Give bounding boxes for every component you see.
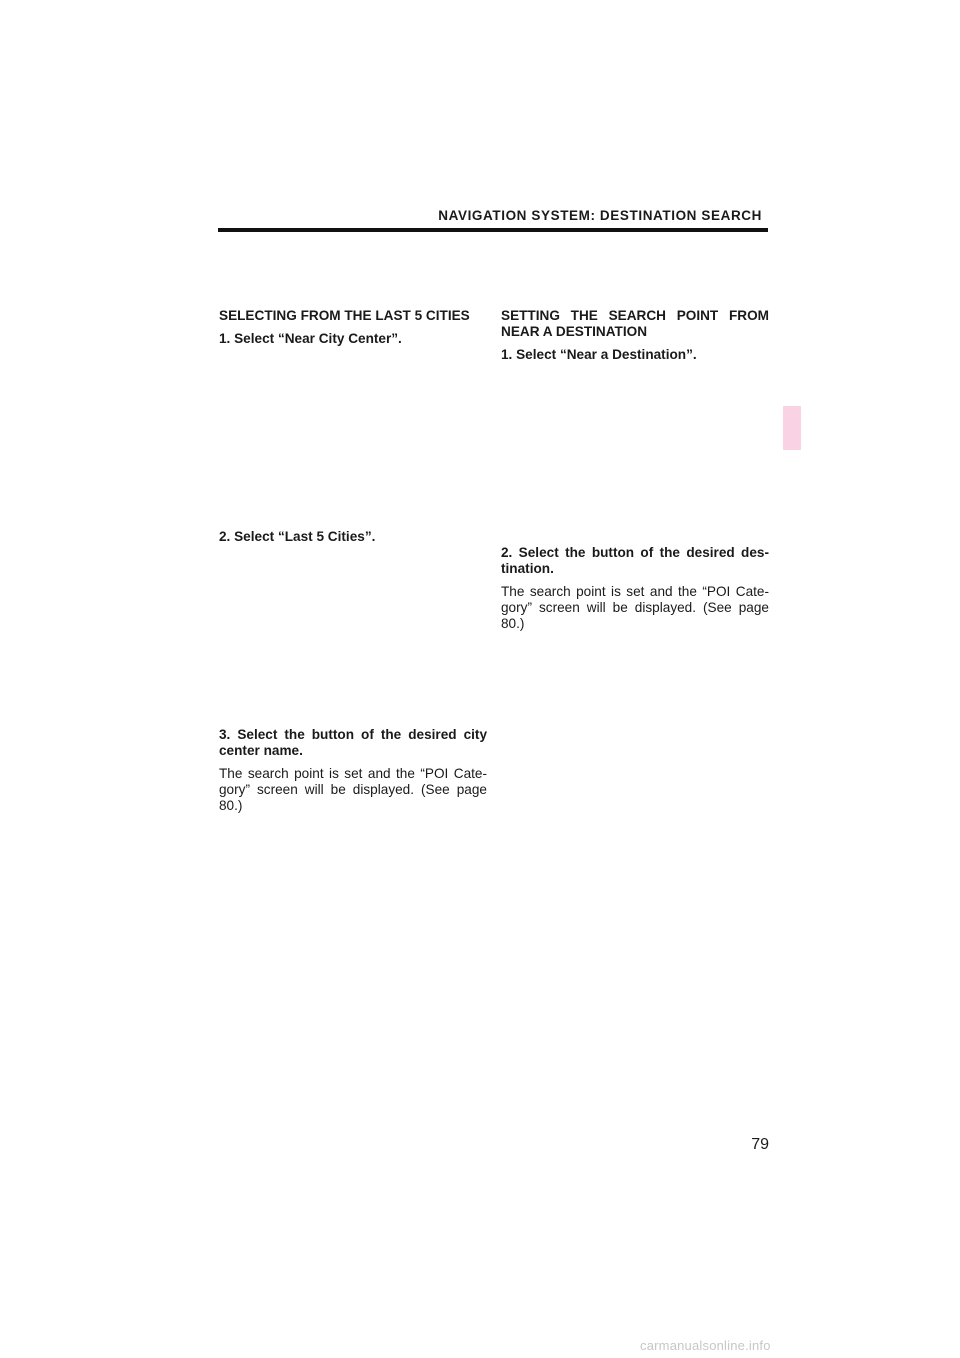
left-step-3-line-1: 3. Select the button of the desired city xyxy=(219,727,487,742)
left-body-text xyxy=(219,766,487,814)
left-body-line-2: gory” screen will be displayed. (See page xyxy=(219,782,487,797)
right-body-line-3: 80.) xyxy=(501,616,525,631)
right-body-text xyxy=(501,584,769,632)
right-heading-line-1: SETTING THE SEARCH POINT FROM xyxy=(501,308,769,323)
section-header: NAVIGATION SYSTEM: DESTINATION SEARCH xyxy=(438,208,762,223)
left-step-3 xyxy=(219,727,487,759)
left-step-2: 2. Select “Last 5 Cities”. xyxy=(219,529,376,544)
left-heading: SELECTING FROM THE LAST 5 CITIES xyxy=(219,308,470,323)
left-body-line-1: The search point is set and the “POI Cate- xyxy=(219,766,487,781)
section-tab-marker xyxy=(783,406,801,450)
right-step-2-line-1: 2. Select the button of the desired des- xyxy=(501,545,769,560)
right-heading-line-2: NEAR A DESTINATION xyxy=(501,324,648,339)
right-body-line-2: gory” screen will be displayed. (See page xyxy=(501,600,769,615)
page-number: 79 xyxy=(751,1136,769,1153)
right-body-line-1: The search point is set and the “POI Cate- xyxy=(501,584,769,599)
header-rule xyxy=(218,228,768,232)
left-step-1: 1. Select “Near City Center”. xyxy=(219,331,402,346)
right-heading xyxy=(501,308,769,340)
right-step-2-line-2: tination. xyxy=(501,561,554,576)
left-step-3-line-2: center name. xyxy=(219,743,303,758)
right-step-1: 1. Select “Near a Destination”. xyxy=(501,347,697,362)
watermark: carmanualsonline.info xyxy=(640,1338,771,1353)
left-body-line-3: 80.) xyxy=(219,798,243,813)
right-step-2 xyxy=(501,545,769,577)
